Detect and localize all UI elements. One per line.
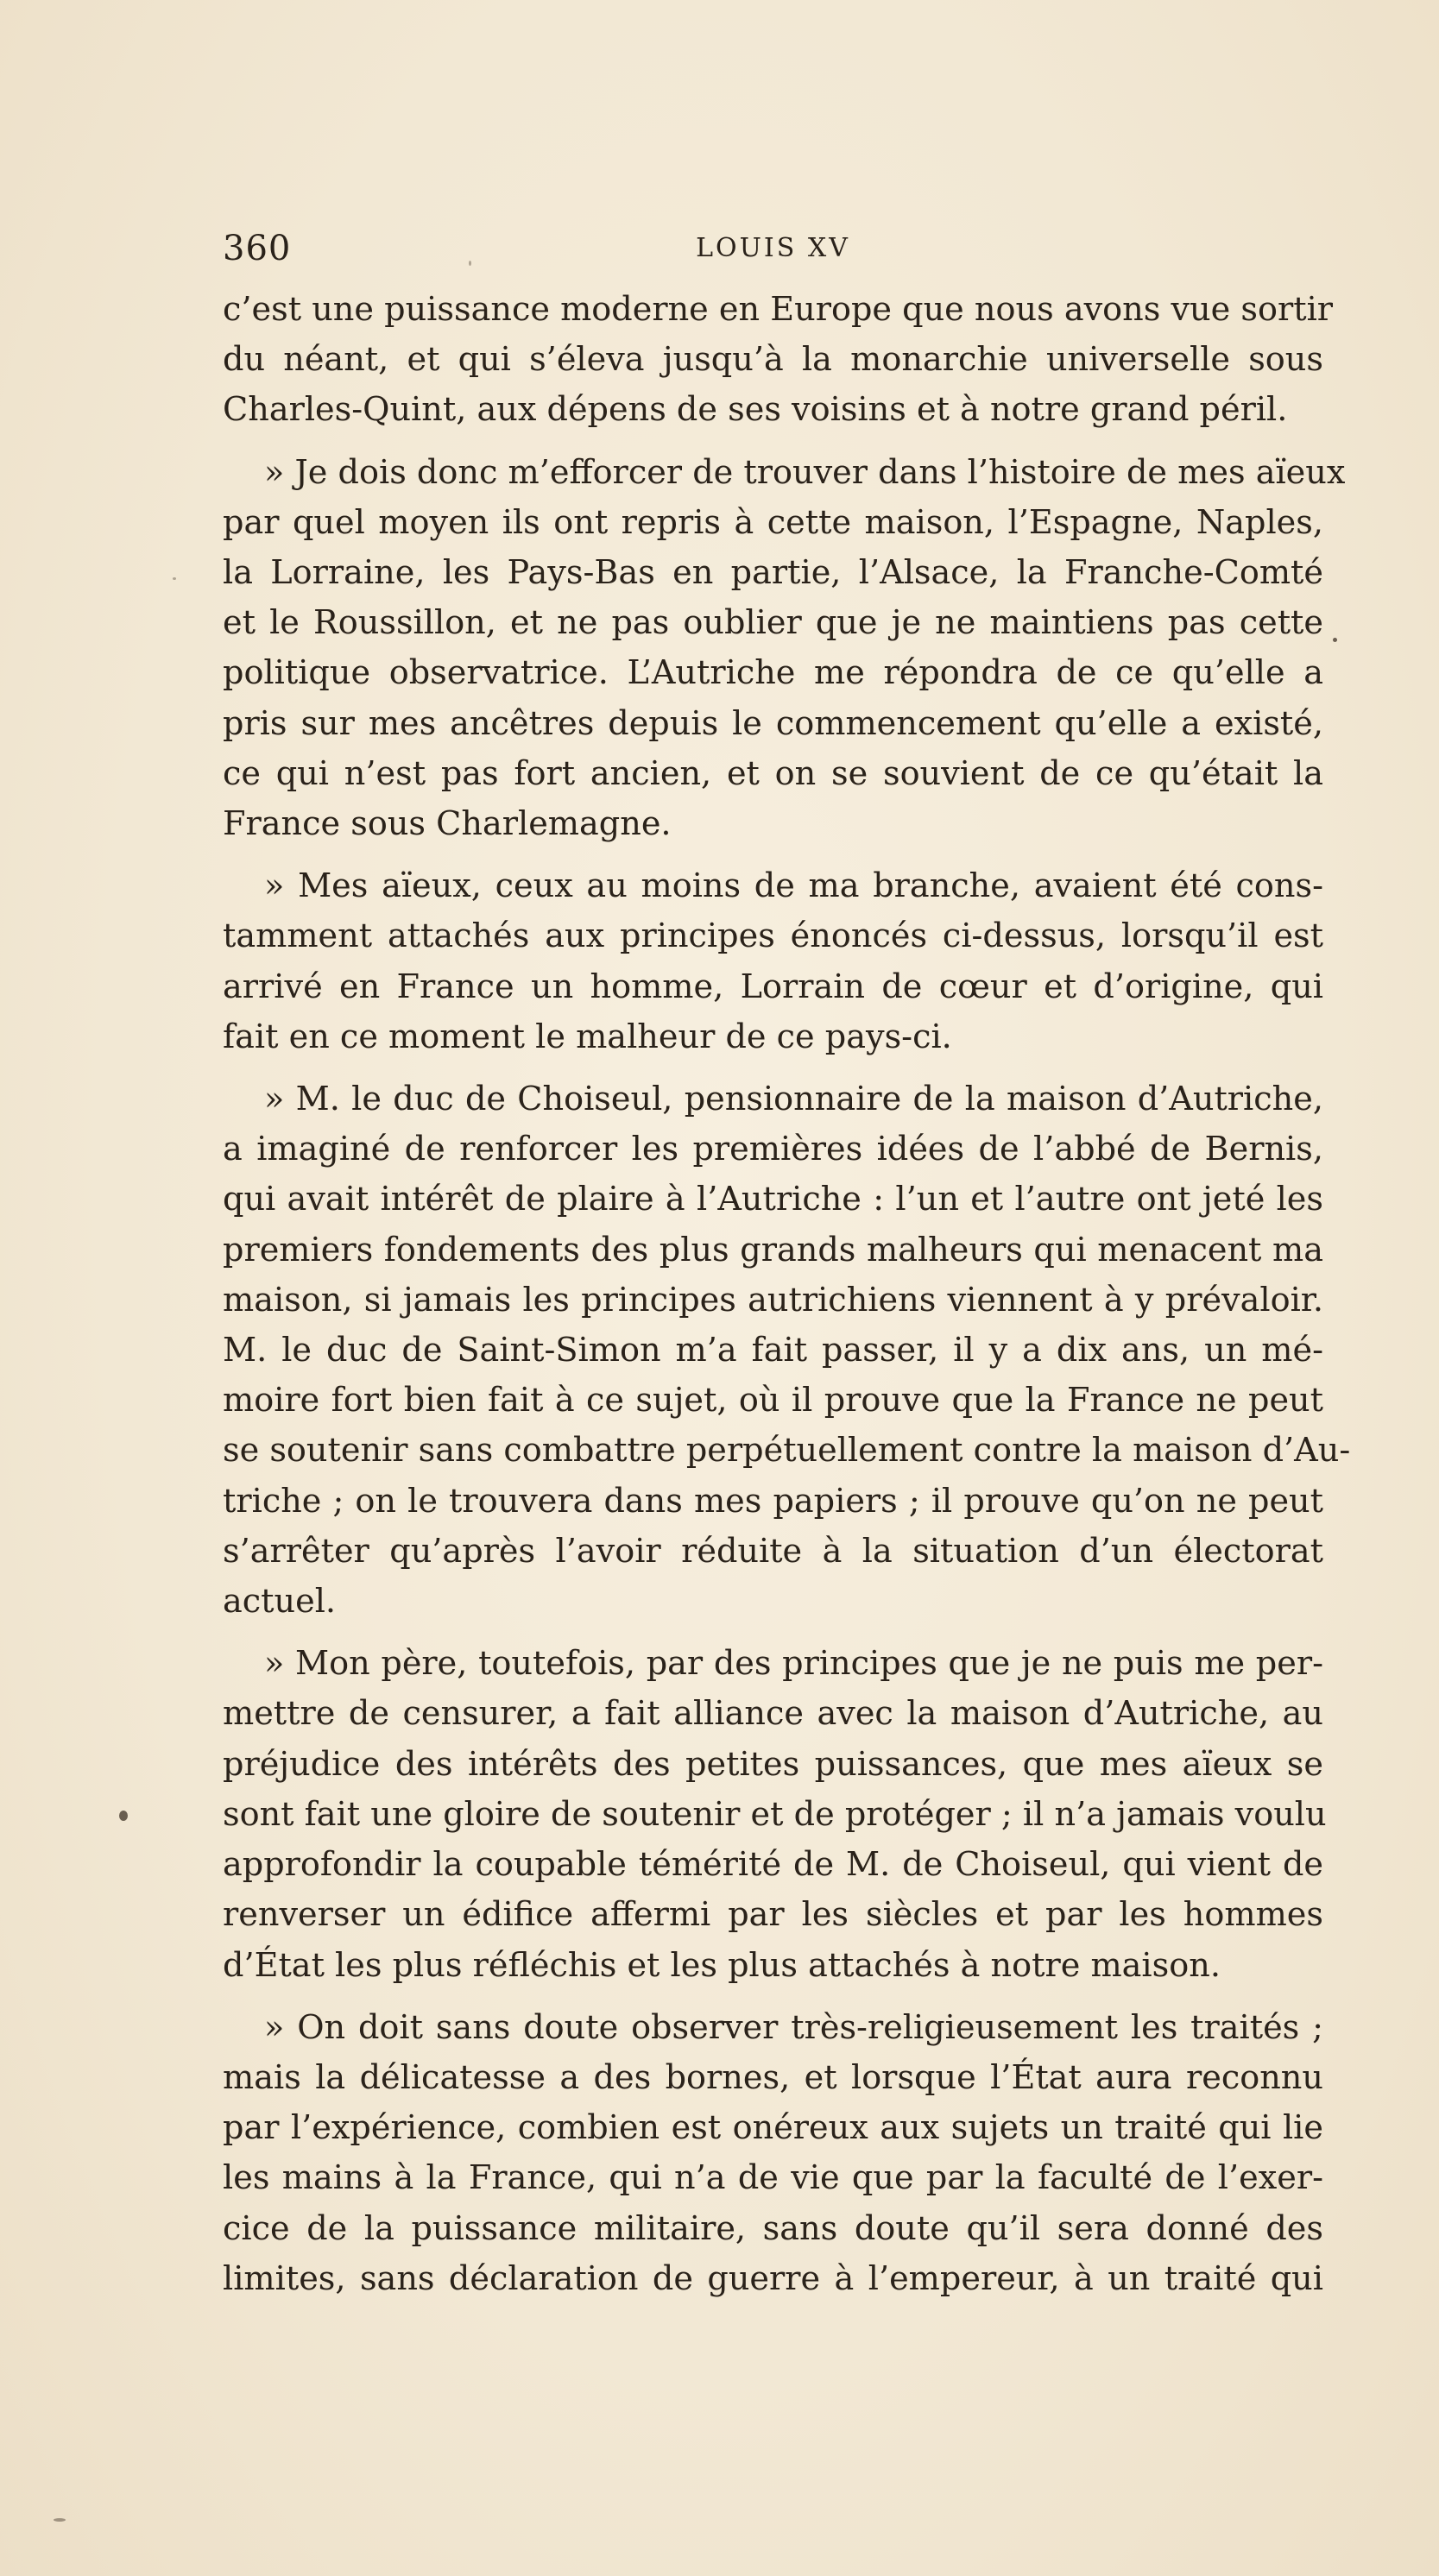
text-line: se soutenir sans combattre perpétuellement contre la maison d’Au- [223,1432,1351,1471]
paper-speck [469,261,471,266]
text-line: mais la délicatesse a des bornes, et lorsque l’État aura reconnu [223,2058,1323,2097]
text-line: maison, si jamais les principes autrichiens viennent à y prévaloir. [223,1281,1323,1319]
paper-speck [119,1811,128,1821]
text-line: mettre de censurer, a fait alliance avec la maison d’Autriche, au [223,1695,1323,1734]
page-header [223,223,1323,274]
text-line: » Mon père, toutefois, par des principes que je ne puis me per- [264,1645,1323,1684]
running-title: LOUIS XV [696,233,850,263]
paper-speck [1333,638,1337,642]
text-line: sont fait une gloire de soutenir et de protéger ; il n’a jamais voulu [223,1795,1327,1834]
body-text [223,285,1351,2316]
text-line: la Lorraine, les Pays-Bas en partie, l’Alsace, la Franche-Comté [223,554,1323,593]
text-line: s’arrêter qu’après l’avoir réduite à la situation d’un électorat [223,1532,1323,1571]
text-line: Charles-Quint, aux dépens de ses voisins et à notre grand péril. [223,391,1288,430]
paragraph-3 [223,861,1323,1062]
text-line: a imaginé de renforcer les premières idées de l’abbé de Bernis, [223,1131,1323,1169]
text-line: les mains à la France, qui n’a de vie que par la faculté de l’exer- [223,2159,1323,2198]
paper-speck [173,577,176,580]
paragraph-4 [223,1074,1351,1627]
text-line: renverser un édifice affermi par les siècles et par les hommes [223,1896,1323,1935]
text-line: approfondir la coupable témérité de M. de Choiseul, qui vient de [223,1846,1323,1885]
text-line: M. le duc de Saint-Simon m’a fait passer, il y a dix ans, un mé- [223,1332,1323,1370]
paragraph-1 [223,285,1334,436]
text-line: c’est une puissance moderne en Europe que nous avons vue sortir [223,291,1334,329]
text-line: qui avait intérêt de plaire à l’Autriche : l’un et l’autre ont jeté les [223,1181,1323,1219]
text-line: premiers fondements des plus grands malheurs qui menacent ma [223,1231,1323,1269]
text-line: triche ; on le trouvera dans mes papiers ; il prouve qu’on ne peut [223,1482,1323,1521]
text-line: moire fort bien fait à ce sujet, où il prouve que la France ne peut [223,1382,1323,1420]
text-line: politique observatrice. L’Autriche me répondra de ce qu’elle a [223,654,1323,693]
text-line: préjudice des intérêts des petites puissances, que mes aïeux se [223,1745,1323,1784]
page-number: 360 [223,229,292,268]
paragraph-5 [223,1639,1327,1990]
text-line: tamment attachés aux principes énoncés ci-dessus, lorsqu’il est [223,917,1323,956]
text-line: par quel moyen ils ont repris à cette maison, l’Espagne, Naples, [223,503,1323,542]
text-line: fait en ce moment le malheur de ce pays-ci. [223,1017,952,1056]
text-line: du néant, et qui s’éleva jusqu’à la monarchie universelle sous [223,341,1323,380]
paper-speck [54,2518,66,2522]
text-line: » Je dois donc m’efforcer de trouver dans l’histoire de mes aïeux [264,453,1346,492]
text-line: limites, sans déclaration de guerre à l’empereur, à un traité qui [223,2259,1323,2298]
text-line: » Mes aïeux, ceux au moins de ma branche, avaient été cons- [264,867,1323,906]
text-line: pris sur mes ancêtres depuis le commencement qu’elle a existé, [223,704,1323,743]
text-line: ce qui n’est pas fort ancien, et on se souvient de ce qu’était la [223,754,1323,793]
text-line: par l’expérience, combien est onéreux aux sujets un traité qui lie [223,2109,1323,2148]
text-line: actuel. [223,1583,337,1622]
paragraph-2 [223,448,1346,850]
text-line: et le Roussillon, et ne pas oublier que je ne maintiens pas cette [223,604,1323,643]
text-line: arrivé en France un homme, Lorrain de cœur et d’origine, qui [223,967,1323,1006]
text-line: » On doit sans doute observer très-religieusement les traités ; [264,2008,1323,2047]
text-line: France sous Charlemagne. [223,805,672,844]
text-line: cice de la puissance militaire, sans doute qu’il sera donné des [223,2209,1323,2248]
text-line: d’État les plus réfléchis et les plus attachés à notre maison. [223,1946,1221,1985]
text-line: » M. le duc de Choiseul, pensionnaire de la maison d’Autriche, [264,1080,1323,1119]
paragraph-6 [223,2003,1323,2304]
